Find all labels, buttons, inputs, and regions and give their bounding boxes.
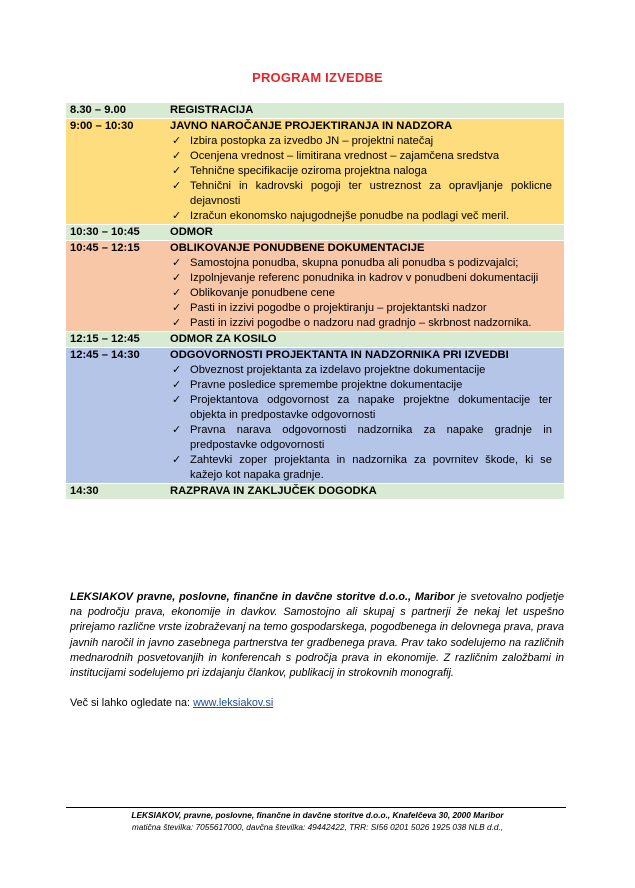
table-row xyxy=(66,332,564,348)
topic-list xyxy=(170,134,558,224)
list-item: ✓ Obveznost projektanta za izdelavo projektne dokumentacije xyxy=(172,364,486,376)
footer-registration-line: matična številka: 7055617000, davčna številka: 49442422, TRR: SI56 0201 5026 1925 038 NLB d.d., xyxy=(131,822,504,832)
list-item: ✓ Ocenjena vrednost – limitirana vrednost – zajamčena sredstva xyxy=(172,150,500,162)
description-text: je svetovalno podjetje na področju prava, ekonomije in davkov. Samostojno ali skupaj s partnerji že nekaj let uspešno prirejamo različne vrste izobraževanj na temo gospodarskega, pogodbenega in delovnega prava, prava javnih naročil in javno zasebnega partnerstva ter gradbenega prava. Prav tako sodelujemo na različnih mednarodnih posvetovanjih in konferencah s področja prava in ekonomije. Z različnim založbami in institucijami sodelujemo pri izdajanju člankov, publikacij in strokovnih monografij. xyxy=(70,591,564,680)
check-icon: ✓ xyxy=(172,394,182,406)
table-row xyxy=(66,484,564,500)
list-item: ✓ Oblikovanje ponudbene cene xyxy=(172,287,335,299)
check-icon: ✓ xyxy=(172,165,182,177)
time-cell: 12:45 – 14:30 xyxy=(66,348,170,484)
list-item: ✓ Izpolnjevanje referenc ponudnika in kadrov v ponudbeni dokumentaciji xyxy=(172,272,539,284)
list-item: ✓ Pravne posledice spremembe projektne dokumentacije xyxy=(172,379,463,391)
check-icon: ✓ xyxy=(172,364,182,376)
session-heading: OBLIKOVANJE PONUDBENE DOKUMENTACIJE xyxy=(170,242,425,254)
check-icon: ✓ xyxy=(172,287,182,299)
list-item: ✓ Pasti in izzivi pogodbe o projektiranju – projektantski nadzor xyxy=(172,302,487,314)
table-row xyxy=(66,225,564,241)
session-heading: ODMOR ZA KOSILO xyxy=(170,332,564,348)
table-row xyxy=(66,348,564,484)
list-item: ✓ Pravna narava odgovornosti nadzornika za napake gradnje in predpostavke odgovornosti xyxy=(172,424,552,451)
session-heading: JAVNO NAROČANJE PROJEKTIRANJA IN NADZORA xyxy=(170,120,453,132)
check-icon: ✓ xyxy=(172,379,182,391)
table-row xyxy=(66,241,564,332)
check-icon: ✓ xyxy=(172,272,182,284)
check-icon: ✓ xyxy=(172,135,182,147)
time-cell: 12:15 – 12:45 xyxy=(66,332,170,348)
list-item: ✓ Samostojna ponudba, skupna ponudba ali ponudba s podizvajalci; xyxy=(172,257,519,269)
check-icon: ✓ xyxy=(172,150,182,162)
list-item: ✓ Izbira postopka za izvedbo JN – projektni natečaj xyxy=(172,135,434,147)
footer-divider xyxy=(66,807,566,808)
topic-list xyxy=(170,256,558,331)
time-cell: 9:00 – 10:30 xyxy=(66,119,170,225)
check-icon: ✓ xyxy=(172,210,182,222)
check-icon: ✓ xyxy=(172,317,182,329)
check-icon: ✓ xyxy=(172,454,182,466)
check-icon: ✓ xyxy=(172,257,182,269)
more-info-label: Več si lahko ogledate na: xyxy=(70,697,194,709)
table-row xyxy=(66,119,564,225)
check-icon: ✓ xyxy=(172,180,182,192)
check-icon: ✓ xyxy=(172,424,182,436)
check-icon: ✓ xyxy=(172,302,182,314)
session-heading: ODMOR xyxy=(170,225,564,241)
page-title: PROGRAM IZVEDBE xyxy=(252,70,383,85)
list-item: ✓ Projektantova odgovornost za napake projektne dokumentacije ter objekta in predpostavke odgovornosti xyxy=(172,394,552,421)
list-item: ✓ Tehnične specifikacije oziroma projektna naloga xyxy=(172,165,427,177)
website-link[interactable]: www.leksiakov.si xyxy=(193,697,274,709)
topic-list xyxy=(170,363,558,483)
more-info xyxy=(70,697,273,709)
session-heading: ODGOVORNOSTI PROJEKTANTA IN NADZORNIKA PRI IZVEDBI xyxy=(170,349,509,361)
list-item: ✓ Pasti in izzivi pogodbe o nadzoru nad gradnjo – skrbnost nadzornika. xyxy=(172,317,532,329)
list-item: ✓ Izračun ekonomsko najugodnejše ponudbe na podlagi več meril. xyxy=(172,210,510,222)
program-table xyxy=(66,103,564,499)
company-description xyxy=(70,590,564,681)
time-cell: 10:30 – 10:45 xyxy=(66,225,170,241)
time-cell: 8.30 – 9.00 xyxy=(70,104,126,116)
company-name: LEKSIAKOV pravne, poslovne, finančne in davčne storitve d.o.o., Maribor xyxy=(70,591,455,603)
table-row xyxy=(66,103,564,119)
session-heading: REGISTRACIJA xyxy=(170,104,254,116)
time-cell: 10:45 – 12:15 xyxy=(66,241,170,332)
session-heading: RAZPRAVA IN ZAKLJUČEK DOGODKA xyxy=(170,484,564,500)
list-item: ✓ Zahtevki zoper projektanta in nadzornika za povrnitev škode, ki se kažejo kot napaka gradnje. xyxy=(172,454,552,481)
list-item: ✓ Tehnični in kadrovski pogoji ter ustreznost za opravljanje poklicne dejavnosti xyxy=(172,180,552,207)
time-cell: 14:30 xyxy=(66,484,170,500)
footer-company-line: LEKSIAKOV, pravne, poslovne, finančne in davčne storitve d.o.o., Knafelčeva 30, 2000 Maribor xyxy=(131,810,504,820)
